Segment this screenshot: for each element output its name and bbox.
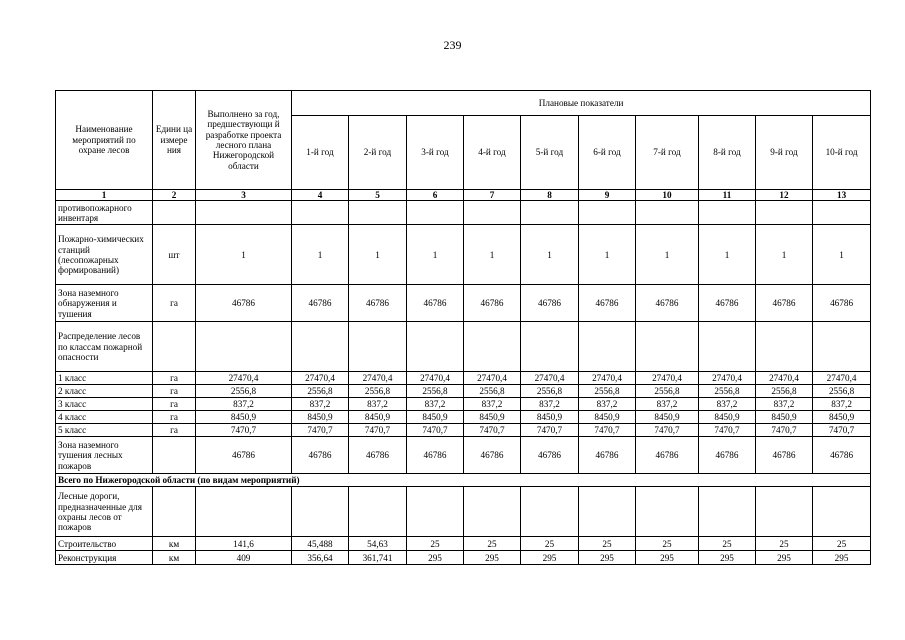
row-plan-cell-year-1 [292, 487, 349, 537]
row-plan-cell-year-10: 27470,4 [813, 372, 871, 385]
row-plan-cell-year-2: 7470,7 [349, 424, 407, 437]
row-plan-cell-year-5 [521, 487, 579, 537]
row-done-cell: 8450,9 [196, 411, 292, 424]
row-plan-cell-year-5: 2556,8 [521, 385, 579, 398]
table-row [56, 551, 871, 565]
table-row [56, 487, 871, 537]
row-done-cell: 27470,4 [196, 372, 292, 385]
row-plan-cell-year-8: 2556,8 [699, 385, 756, 398]
header-year-2: 2-й год [349, 116, 407, 190]
forest-protection-table [55, 90, 871, 565]
row-plan-cell-year-1: 837,2 [292, 398, 349, 411]
row-name-cell: 4 класс [56, 411, 153, 424]
column-number-4: 4 [292, 190, 349, 201]
row-plan-cell-year-9 [756, 201, 813, 225]
row-plan-cell-year-2: 1 [349, 225, 407, 285]
row-plan-cell-year-7 [636, 487, 699, 537]
row-plan-cell-year-3: 46786 [407, 285, 464, 322]
row-unit-cell [153, 437, 196, 474]
row-plan-cell-year-4 [464, 322, 521, 372]
row-unit-cell: км [153, 551, 196, 565]
row-plan-cell-year-3: 295 [407, 551, 464, 565]
header-year-6: 6-й год [579, 116, 636, 190]
row-plan-cell-year-6 [579, 487, 636, 537]
row-plan-cell-year-6 [579, 322, 636, 372]
header-year-8: 8-й год [699, 116, 756, 190]
column-number-2: 2 [153, 190, 196, 201]
row-plan-cell-year-7: 2556,8 [636, 385, 699, 398]
row-plan-cell-year-4 [464, 487, 521, 537]
row-plan-cell-year-9: 27470,4 [756, 372, 813, 385]
row-plan-cell-year-4: 8450,9 [464, 411, 521, 424]
row-plan-cell-year-3: 837,2 [407, 398, 464, 411]
table-row [56, 322, 871, 372]
row-plan-cell-year-4 [464, 201, 521, 225]
header-name-column: Наименование мероприятий по охране лесов [56, 91, 153, 190]
row-name-cell: 1 класс [56, 372, 153, 385]
column-number-13: 13 [813, 190, 871, 201]
row-plan-cell-year-6: 46786 [579, 437, 636, 474]
row-done-cell: 837,2 [196, 398, 292, 411]
row-plan-cell-year-5: 837,2 [521, 398, 579, 411]
row-plan-cell-year-8: 295 [699, 551, 756, 565]
header-year-7: 7-й год [636, 116, 699, 190]
row-plan-cell-year-2 [349, 201, 407, 225]
row-plan-cell-year-5: 8450,9 [521, 411, 579, 424]
row-plan-cell-year-7: 295 [636, 551, 699, 565]
table-row [56, 437, 871, 474]
row-plan-cell-year-1: 27470,4 [292, 372, 349, 385]
row-plan-cell-year-1: 7470,7 [292, 424, 349, 437]
row-unit-cell [153, 201, 196, 225]
column-number-6: 6 [407, 190, 464, 201]
row-plan-cell-year-8: 46786 [699, 437, 756, 474]
row-plan-cell-year-2: 361,741 [349, 551, 407, 565]
row-plan-cell-year-4: 46786 [464, 285, 521, 322]
table-row [56, 411, 871, 424]
column-number-11: 11 [699, 190, 756, 201]
row-plan-cell-year-8: 46786 [699, 285, 756, 322]
page-number: 239 [443, 38, 462, 52]
row-plan-cell-year-2: 2556,8 [349, 385, 407, 398]
row-name-cell: Реконструкция [56, 551, 153, 565]
row-plan-cell-year-8: 8450,9 [699, 411, 756, 424]
row-plan-cell-year-5: 1 [521, 225, 579, 285]
row-plan-cell-year-1: 46786 [292, 285, 349, 322]
row-done-cell [196, 322, 292, 372]
row-plan-cell-year-7 [636, 322, 699, 372]
row-plan-cell-year-10: 1 [813, 225, 871, 285]
row-plan-cell-year-1: 2556,8 [292, 385, 349, 398]
row-plan-cell-year-2 [349, 487, 407, 537]
row-plan-cell-year-6: 25 [579, 537, 636, 551]
header-year-10: 10-й год [813, 116, 871, 190]
header-year-9: 9-й год [756, 116, 813, 190]
column-number-10: 10 [636, 190, 699, 201]
header-year-5: 5-й год [521, 116, 579, 190]
row-plan-cell-year-10: 295 [813, 551, 871, 565]
table-row [56, 372, 871, 385]
row-plan-cell-year-9: 25 [756, 537, 813, 551]
row-plan-cell-year-9: 7470,7 [756, 424, 813, 437]
row-plan-cell-year-2 [349, 322, 407, 372]
row-unit-cell [153, 487, 196, 537]
row-unit-cell: км [153, 537, 196, 551]
row-done-cell: 46786 [196, 437, 292, 474]
row-plan-cell-year-8 [699, 487, 756, 537]
table-row [56, 285, 871, 322]
row-done-cell: 46786 [196, 285, 292, 322]
row-plan-cell-year-5 [521, 201, 579, 225]
row-plan-cell-year-9: 46786 [756, 285, 813, 322]
row-plan-cell-year-4: 1 [464, 225, 521, 285]
row-unit-cell: га [153, 285, 196, 322]
row-plan-cell-year-5: 46786 [521, 285, 579, 322]
row-plan-cell-year-9: 46786 [756, 437, 813, 474]
section-title: Всего по Нижегородской области (по видам мероприятий) [56, 474, 871, 487]
column-number-9: 9 [579, 190, 636, 201]
row-plan-cell-year-5 [521, 322, 579, 372]
row-plan-cell-year-7 [636, 201, 699, 225]
row-name-cell: противопожарного инвентаря [56, 201, 153, 225]
row-plan-cell-year-3: 27470,4 [407, 372, 464, 385]
row-plan-cell-year-2: 27470,4 [349, 372, 407, 385]
row-plan-cell-year-1: 356,64 [292, 551, 349, 565]
row-name-cell: Строительство [56, 537, 153, 551]
row-plan-cell-year-4: 837,2 [464, 398, 521, 411]
row-name-cell: 5 класс [56, 424, 153, 437]
header-done-column: Выполнено за год, предшествующи й разработке проекта лесного плана Нижегородской области [196, 91, 292, 190]
row-plan-cell-year-9 [756, 487, 813, 537]
row-plan-cell-year-6: 8450,9 [579, 411, 636, 424]
row-plan-cell-year-10 [813, 322, 871, 372]
row-plan-cell-year-6: 1 [579, 225, 636, 285]
row-unit-cell: га [153, 385, 196, 398]
row-name-cell: Зона наземного обнаружения и тушения [56, 285, 153, 322]
row-name-cell: Лесные дороги, предназначенные для охраны лесов от пожаров [56, 487, 153, 537]
row-unit-cell [153, 322, 196, 372]
column-number-8: 8 [521, 190, 579, 201]
row-done-cell: 2556,8 [196, 385, 292, 398]
row-done-cell: 7470,7 [196, 424, 292, 437]
row-done-cell: 409 [196, 551, 292, 565]
row-plan-cell-year-6: 2556,8 [579, 385, 636, 398]
table-row [56, 385, 871, 398]
row-plan-cell-year-7: 27470,4 [636, 372, 699, 385]
row-unit-cell: га [153, 424, 196, 437]
table-row [56, 398, 871, 411]
row-name-cell: Зона наземного тушения лесных пожаров [56, 437, 153, 474]
row-plan-cell-year-10: 46786 [813, 437, 871, 474]
row-plan-cell-year-2: 46786 [349, 437, 407, 474]
row-plan-cell-year-2: 8450,9 [349, 411, 407, 424]
row-plan-cell-year-9: 8450,9 [756, 411, 813, 424]
header-year-1: 1-й год [292, 116, 349, 190]
row-plan-cell-year-3 [407, 201, 464, 225]
row-plan-cell-year-1: 46786 [292, 437, 349, 474]
row-plan-cell-year-3 [407, 322, 464, 372]
header-year-3: 3-й год [407, 116, 464, 190]
row-plan-cell-year-8: 25 [699, 537, 756, 551]
row-plan-cell-year-3 [407, 487, 464, 537]
column-number-7: 7 [464, 190, 521, 201]
row-plan-cell-year-2: 46786 [349, 285, 407, 322]
row-unit-cell: шт [153, 225, 196, 285]
row-plan-cell-year-6 [579, 201, 636, 225]
row-plan-cell-year-6: 46786 [579, 285, 636, 322]
row-unit-cell: га [153, 372, 196, 385]
header-unit-column: Едини ца измере ния [153, 91, 196, 190]
row-name-cell: 3 класс [56, 398, 153, 411]
row-plan-cell-year-1: 8450,9 [292, 411, 349, 424]
row-unit-cell: га [153, 411, 196, 424]
column-number-3: 3 [196, 190, 292, 201]
row-plan-cell-year-10: 2556,8 [813, 385, 871, 398]
row-plan-cell-year-7: 8450,9 [636, 411, 699, 424]
row-plan-cell-year-3: 2556,8 [407, 385, 464, 398]
row-plan-cell-year-3: 7470,7 [407, 424, 464, 437]
row-plan-cell-year-5: 27470,4 [521, 372, 579, 385]
row-plan-cell-year-5: 46786 [521, 437, 579, 474]
section-row [56, 474, 871, 487]
row-plan-cell-year-1: 1 [292, 225, 349, 285]
row-plan-cell-year-1 [292, 201, 349, 225]
row-plan-cell-year-6: 27470,4 [579, 372, 636, 385]
row-plan-cell-year-10: 7470,7 [813, 424, 871, 437]
row-name-cell: Пожарно-химических станций (лесопожарных формирований) [56, 225, 153, 285]
row-plan-cell-year-9: 295 [756, 551, 813, 565]
row-plan-cell-year-4: 46786 [464, 437, 521, 474]
row-plan-cell-year-8: 27470,4 [699, 372, 756, 385]
row-plan-cell-year-1: 45,488 [292, 537, 349, 551]
row-plan-cell-year-4: 7470,7 [464, 424, 521, 437]
row-plan-cell-year-7: 46786 [636, 437, 699, 474]
row-plan-cell-year-2: 837,2 [349, 398, 407, 411]
header-plan-group: Плановые показатели [292, 91, 871, 116]
table-row [56, 225, 871, 285]
row-plan-cell-year-5: 7470,7 [521, 424, 579, 437]
row-plan-cell-year-2: 54,63 [349, 537, 407, 551]
row-plan-cell-year-9: 837,2 [756, 398, 813, 411]
column-number-1: 1 [56, 190, 153, 201]
row-plan-cell-year-6: 7470,7 [579, 424, 636, 437]
row-plan-cell-year-9: 1 [756, 225, 813, 285]
row-name-cell: Распределение лесов по классам пожарной опасности [56, 322, 153, 372]
table-row [56, 537, 871, 551]
row-plan-cell-year-8 [699, 201, 756, 225]
row-plan-cell-year-4: 2556,8 [464, 385, 521, 398]
row-done-cell: 141,6 [196, 537, 292, 551]
row-plan-cell-year-1 [292, 322, 349, 372]
row-plan-cell-year-4: 27470,4 [464, 372, 521, 385]
row-name-cell: 2 класс [56, 385, 153, 398]
row-plan-cell-year-9 [756, 322, 813, 372]
row-plan-cell-year-6: 837,2 [579, 398, 636, 411]
row-plan-cell-year-4: 25 [464, 537, 521, 551]
row-done-cell [196, 487, 292, 537]
row-plan-cell-year-5: 25 [521, 537, 579, 551]
table-row [56, 201, 871, 225]
row-plan-cell-year-10 [813, 201, 871, 225]
column-number-5: 5 [349, 190, 407, 201]
row-plan-cell-year-8: 837,2 [699, 398, 756, 411]
row-plan-cell-year-8: 7470,7 [699, 424, 756, 437]
row-done-cell [196, 201, 292, 225]
row-plan-cell-year-10 [813, 487, 871, 537]
row-plan-cell-year-10: 8450,9 [813, 411, 871, 424]
row-unit-cell: га [153, 398, 196, 411]
row-plan-cell-year-3: 25 [407, 537, 464, 551]
row-plan-cell-year-7: 1 [636, 225, 699, 285]
row-plan-cell-year-8 [699, 322, 756, 372]
row-plan-cell-year-7: 837,2 [636, 398, 699, 411]
row-plan-cell-year-8: 1 [699, 225, 756, 285]
row-plan-cell-year-3: 46786 [407, 437, 464, 474]
row-plan-cell-year-10: 837,2 [813, 398, 871, 411]
row-plan-cell-year-7: 46786 [636, 285, 699, 322]
row-plan-cell-year-4: 295 [464, 551, 521, 565]
row-plan-cell-year-3: 1 [407, 225, 464, 285]
column-number-12: 12 [756, 190, 813, 201]
header-year-4: 4-й год [464, 116, 521, 190]
row-plan-cell-year-3: 8450,9 [407, 411, 464, 424]
row-plan-cell-year-10: 25 [813, 537, 871, 551]
row-done-cell: 1 [196, 225, 292, 285]
row-plan-cell-year-5: 295 [521, 551, 579, 565]
row-plan-cell-year-6: 295 [579, 551, 636, 565]
row-plan-cell-year-10: 46786 [813, 285, 871, 322]
table-row [56, 424, 871, 437]
row-plan-cell-year-9: 2556,8 [756, 385, 813, 398]
row-plan-cell-year-7: 25 [636, 537, 699, 551]
row-plan-cell-year-7: 7470,7 [636, 424, 699, 437]
